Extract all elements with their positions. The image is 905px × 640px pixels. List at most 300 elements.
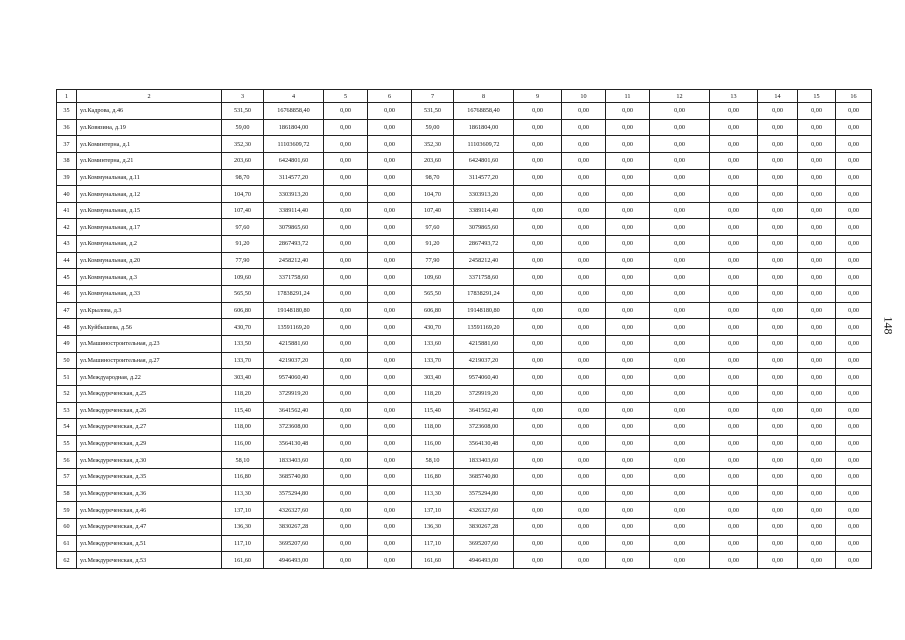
table-cell: 0,00 (836, 535, 872, 552)
table-cell: 0,00 (606, 469, 650, 486)
table-cell: 0,00 (798, 186, 836, 203)
column-number-header: 6 (368, 90, 412, 103)
table-cell: 0,00 (606, 485, 650, 502)
table-row (57, 435, 872, 452)
table-cell: 0,00 (606, 236, 650, 253)
table-cell: 0,00 (606, 419, 650, 436)
table-cell: 3389114,40 (454, 202, 514, 219)
table-row (57, 469, 872, 486)
table-cell: 0,00 (836, 485, 872, 502)
table-cell: 4946493,00 (454, 552, 514, 569)
table-cell: 3575294,80 (264, 485, 324, 502)
table-cell: 0,00 (798, 335, 836, 352)
table-cell: 0,00 (650, 352, 710, 369)
table-cell: 91,20 (222, 236, 264, 253)
table-cell: 0,00 (710, 202, 758, 219)
table-cell: 3729919,20 (264, 385, 324, 402)
table-row (57, 519, 872, 536)
table-cell: 45 (57, 269, 77, 286)
table-cell: 104,70 (412, 186, 454, 203)
table-row (57, 119, 872, 136)
table-cell: 3830267,28 (454, 519, 514, 536)
table-cell: 0,00 (710, 485, 758, 502)
table-cell: 531,50 (222, 103, 264, 120)
table-cell: 0,00 (798, 552, 836, 569)
table-cell: 0,00 (514, 152, 562, 169)
table-cell: 0,00 (368, 186, 412, 203)
table-cell: 0,00 (758, 502, 798, 519)
table-cell: 0,00 (606, 402, 650, 419)
table-cell: 4219037,20 (264, 352, 324, 369)
table-cell: 0,00 (836, 186, 872, 203)
table-cell: 0,00 (514, 269, 562, 286)
table-cell: 0,00 (836, 169, 872, 186)
table-cell: 133,50 (222, 335, 264, 352)
data-sheet (56, 89, 871, 569)
table-row (57, 252, 872, 269)
table-cell: 137,10 (222, 502, 264, 519)
table-cell: 0,00 (368, 252, 412, 269)
table-cell: 0,00 (758, 402, 798, 419)
table-cell: 133,60 (412, 335, 454, 352)
address-cell: ул.Междуреченская, д.47 (77, 519, 222, 536)
table-cell: 0,00 (368, 202, 412, 219)
table-cell: 133,70 (412, 352, 454, 369)
table-cell: 0,00 (710, 103, 758, 120)
table-cell: 0,00 (836, 319, 872, 336)
table-cell: 1861804,00 (264, 119, 324, 136)
table-cell: 0,00 (650, 519, 710, 536)
table-cell: 0,00 (562, 419, 606, 436)
address-cell: ул.Коммунальная, д.12 (77, 186, 222, 203)
table-row (57, 552, 872, 569)
register-table (56, 89, 872, 569)
table-cell: 35 (57, 103, 77, 120)
table-cell: 0,00 (836, 385, 872, 402)
table-cell: 0,00 (514, 552, 562, 569)
table-cell: 0,00 (562, 469, 606, 486)
table-cell: 0,00 (710, 469, 758, 486)
table-cell: 203,60 (412, 152, 454, 169)
table-cell: 0,00 (514, 502, 562, 519)
table-cell: 0,00 (606, 252, 650, 269)
column-number-header: 15 (798, 90, 836, 103)
address-cell: ул.Куйбышева, д.56 (77, 319, 222, 336)
column-number-header: 16 (836, 90, 872, 103)
table-cell: 0,00 (324, 452, 368, 469)
table-cell: 136,30 (222, 519, 264, 536)
table-cell: 0,00 (368, 352, 412, 369)
address-cell: ул.Крылова, д.3 (77, 302, 222, 319)
table-cell: 0,00 (606, 552, 650, 569)
table-cell: 0,00 (650, 286, 710, 303)
table-cell: 11103609,72 (454, 136, 514, 153)
table-cell: 0,00 (758, 269, 798, 286)
table-cell: 0,00 (798, 385, 836, 402)
table-cell: 0,00 (710, 302, 758, 319)
table-cell: 0,00 (324, 269, 368, 286)
table-cell: 0,00 (758, 169, 798, 186)
table-cell: 0,00 (606, 186, 650, 203)
table-cell: 0,00 (798, 219, 836, 236)
table-cell: 3564130,48 (454, 435, 514, 452)
table-cell: 0,00 (650, 269, 710, 286)
table-cell: 97,60 (412, 219, 454, 236)
table-cell: 0,00 (368, 136, 412, 153)
table-cell: 0,00 (562, 352, 606, 369)
table-cell: 0,00 (798, 202, 836, 219)
table-cell: 0,00 (798, 452, 836, 469)
column-number-header: 8 (454, 90, 514, 103)
table-cell: 2458212,40 (264, 252, 324, 269)
table-cell: 0,00 (562, 236, 606, 253)
table-cell: 56 (57, 452, 77, 469)
table-cell: 0,00 (324, 519, 368, 536)
table-cell: 0,00 (514, 535, 562, 552)
table-cell: 3695207,60 (454, 535, 514, 552)
table-cell: 0,00 (710, 419, 758, 436)
table-row (57, 419, 872, 436)
table-cell: 0,00 (650, 385, 710, 402)
table-cell: 3685740,80 (264, 469, 324, 486)
table-cell: 531,50 (412, 103, 454, 120)
table-cell: 3641562,40 (264, 402, 324, 419)
table-cell: 0,00 (710, 286, 758, 303)
table-cell: 0,00 (710, 152, 758, 169)
table-cell: 0,00 (758, 452, 798, 469)
table-cell: 0,00 (650, 169, 710, 186)
table-cell: 55 (57, 435, 77, 452)
table-cell: 38 (57, 152, 77, 169)
table-cell: 58,10 (412, 452, 454, 469)
address-cell: ул.Коминтерна, д.1 (77, 136, 222, 153)
table-cell: 118,20 (222, 385, 264, 402)
table-cell: 4326327,60 (264, 502, 324, 519)
table-cell: 0,00 (836, 519, 872, 536)
address-cell: ул.Междуародная, д.22 (77, 369, 222, 386)
table-row (57, 452, 872, 469)
table-cell: 0,00 (798, 119, 836, 136)
table-cell: 2458212,40 (454, 252, 514, 269)
table-row (57, 319, 872, 336)
table-cell: 0,00 (324, 385, 368, 402)
table-row (57, 103, 872, 120)
table-cell: 0,00 (368, 286, 412, 303)
table-cell: 97,60 (222, 219, 264, 236)
table-cell: 19148180,80 (264, 302, 324, 319)
table-cell: 0,00 (710, 535, 758, 552)
table-row (57, 352, 872, 369)
table-cell: 0,00 (324, 369, 368, 386)
table-cell: 0,00 (514, 435, 562, 452)
table-cell: 0,00 (368, 369, 412, 386)
table-cell: 3079865,60 (454, 219, 514, 236)
table-cell: 0,00 (798, 535, 836, 552)
table-cell: 0,00 (710, 352, 758, 369)
column-number-row (57, 90, 872, 103)
address-cell: ул.Коммунальная, д.11 (77, 169, 222, 186)
table-row (57, 535, 872, 552)
table-cell: 430,70 (412, 319, 454, 336)
table-cell: 0,00 (836, 502, 872, 519)
table-cell: 0,00 (606, 335, 650, 352)
table-row (57, 385, 872, 402)
table-cell: 0,00 (758, 385, 798, 402)
table-cell: 0,00 (514, 335, 562, 352)
table-cell: 0,00 (836, 335, 872, 352)
table-cell: 0,00 (562, 402, 606, 419)
table-row (57, 152, 872, 169)
table-cell: 0,00 (368, 385, 412, 402)
table-cell: 565,50 (412, 286, 454, 303)
table-cell: 0,00 (650, 435, 710, 452)
table-cell: 0,00 (324, 286, 368, 303)
table-cell: 0,00 (798, 252, 836, 269)
table-cell: 4215881,60 (454, 335, 514, 352)
table-cell: 48 (57, 319, 77, 336)
table-cell: 77,90 (412, 252, 454, 269)
table-cell: 0,00 (798, 435, 836, 452)
table-cell: 53 (57, 402, 77, 419)
table-cell: 98,70 (222, 169, 264, 186)
table-cell: 116,00 (412, 435, 454, 452)
table-cell: 0,00 (798, 502, 836, 519)
table-cell: 0,00 (836, 452, 872, 469)
table-cell: 0,00 (562, 202, 606, 219)
table-body (57, 103, 872, 569)
table-cell: 136,30 (412, 519, 454, 536)
page-number: 148 (881, 316, 896, 335)
table-cell: 0,00 (324, 136, 368, 153)
table-cell: 0,00 (798, 485, 836, 502)
table-cell: 0,00 (368, 302, 412, 319)
table-cell: 58,10 (222, 452, 264, 469)
table-cell: 430,70 (222, 319, 264, 336)
table-cell: 0,00 (606, 319, 650, 336)
table-cell: 3723608,00 (454, 419, 514, 436)
table-cell: 39 (57, 169, 77, 186)
table-cell: 0,00 (514, 136, 562, 153)
table-cell: 0,00 (324, 252, 368, 269)
table-cell: 0,00 (758, 552, 798, 569)
table-cell: 352,30 (222, 136, 264, 153)
table-cell: 0,00 (562, 319, 606, 336)
table-cell: 51 (57, 369, 77, 386)
table-cell: 52 (57, 385, 77, 402)
table-cell: 40 (57, 186, 77, 203)
table-cell: 0,00 (324, 335, 368, 352)
table-cell: 0,00 (324, 319, 368, 336)
table-cell: 0,00 (514, 302, 562, 319)
table-cell: 0,00 (606, 119, 650, 136)
table-cell: 0,00 (836, 435, 872, 452)
table-cell: 0,00 (562, 103, 606, 120)
address-cell: ул.Коммунальная, д.33 (77, 286, 222, 303)
column-number-header: 7 (412, 90, 454, 103)
table-cell: 0,00 (324, 502, 368, 519)
table-cell: 0,00 (368, 219, 412, 236)
table-cell: 3641562,40 (454, 402, 514, 419)
table-cell: 0,00 (368, 152, 412, 169)
table-cell: 0,00 (650, 119, 710, 136)
table-cell: 0,00 (710, 236, 758, 253)
table-cell: 0,00 (798, 352, 836, 369)
table-cell: 0,00 (710, 186, 758, 203)
table-cell: 3079865,60 (264, 219, 324, 236)
table-cell: 118,00 (222, 419, 264, 436)
table-cell: 0,00 (758, 435, 798, 452)
table-cell: 0,00 (514, 186, 562, 203)
table-cell: 3729919,20 (454, 385, 514, 402)
table-cell: 0,00 (324, 435, 368, 452)
table-cell: 0,00 (650, 369, 710, 386)
table-cell: 13591169,20 (454, 319, 514, 336)
table-cell: 0,00 (324, 186, 368, 203)
table-cell: 0,00 (606, 202, 650, 219)
table-cell: 303,40 (222, 369, 264, 386)
table-cell: 0,00 (514, 352, 562, 369)
column-number-header: 14 (758, 90, 798, 103)
table-row (57, 369, 872, 386)
table-row (57, 219, 872, 236)
address-cell: ул.Междуреченская, д.26 (77, 402, 222, 419)
table-cell: 0,00 (650, 219, 710, 236)
table-cell: 91,20 (412, 236, 454, 253)
table-cell: 0,00 (758, 369, 798, 386)
table-cell: 0,00 (514, 369, 562, 386)
table-cell: 0,00 (798, 236, 836, 253)
table-cell: 0,00 (758, 485, 798, 502)
table-cell: 0,00 (562, 169, 606, 186)
table-cell: 606,80 (412, 302, 454, 319)
address-cell: ул.Междуреченская, д.25 (77, 385, 222, 402)
table-cell: 0,00 (836, 269, 872, 286)
table-cell: 19148180,80 (454, 302, 514, 319)
table-cell: 0,00 (514, 103, 562, 120)
table-cell: 0,00 (562, 369, 606, 386)
table-cell: 3114577,20 (454, 169, 514, 186)
table-cell: 0,00 (514, 419, 562, 436)
table-cell: 109,60 (222, 269, 264, 286)
address-cell: ул.Коминтерна, д.21 (77, 152, 222, 169)
table-cell: 0,00 (836, 352, 872, 369)
table-cell: 0,00 (650, 186, 710, 203)
table-cell: 137,10 (412, 502, 454, 519)
table-cell: 0,00 (650, 535, 710, 552)
table-cell: 0,00 (324, 419, 368, 436)
table-cell: 0,00 (514, 219, 562, 236)
table-cell: 0,00 (798, 319, 836, 336)
table-cell: 0,00 (798, 286, 836, 303)
table-cell: 0,00 (758, 202, 798, 219)
table-cell: 0,00 (650, 402, 710, 419)
table-cell: 6424801,60 (264, 152, 324, 169)
address-cell: ул.Междуреченская, д.30 (77, 452, 222, 469)
table-cell: 0,00 (758, 152, 798, 169)
table-cell: 0,00 (758, 103, 798, 120)
column-number-header: 13 (710, 90, 758, 103)
table-cell: 0,00 (710, 519, 758, 536)
address-cell: ул.Ковязина, д.19 (77, 119, 222, 136)
column-number-header: 11 (606, 90, 650, 103)
table-cell: 0,00 (710, 385, 758, 402)
table-cell: 0,00 (514, 519, 562, 536)
table-cell: 0,00 (368, 535, 412, 552)
table-row (57, 136, 872, 153)
table-cell: 13591169,20 (264, 319, 324, 336)
address-cell: ул.Междуреченская, д.29 (77, 435, 222, 452)
table-row (57, 485, 872, 502)
table-cell: 0,00 (562, 286, 606, 303)
table-cell: 0,00 (836, 202, 872, 219)
table-cell: 0,00 (710, 552, 758, 569)
table-cell: 0,00 (836, 136, 872, 153)
table-cell: 0,00 (606, 152, 650, 169)
table-cell: 0,00 (324, 202, 368, 219)
table-cell: 0,00 (368, 236, 412, 253)
table-cell: 0,00 (324, 535, 368, 552)
table-cell: 3389114,40 (264, 202, 324, 219)
table-cell: 0,00 (650, 319, 710, 336)
table-cell: 61 (57, 535, 77, 552)
table-cell: 0,00 (514, 119, 562, 136)
table-cell: 0,00 (368, 435, 412, 452)
table-cell: 0,00 (758, 419, 798, 436)
table-cell: 43 (57, 236, 77, 253)
table-cell: 3695207,60 (264, 535, 324, 552)
table-cell: 303,40 (412, 369, 454, 386)
table-cell: 0,00 (758, 252, 798, 269)
table-cell: 47 (57, 302, 77, 319)
table-cell: 46 (57, 286, 77, 303)
column-number-header: 10 (562, 90, 606, 103)
table-row (57, 402, 872, 419)
table-cell: 3564130,48 (264, 435, 324, 452)
table-cell: 62 (57, 552, 77, 569)
table-cell: 109,60 (412, 269, 454, 286)
table-cell: 133,70 (222, 352, 264, 369)
table-cell: 0,00 (562, 252, 606, 269)
table-cell: 0,00 (798, 302, 836, 319)
table-cell: 0,00 (606, 302, 650, 319)
table-cell: 0,00 (758, 352, 798, 369)
table-cell: 0,00 (562, 435, 606, 452)
table-cell: 36 (57, 119, 77, 136)
table-cell: 0,00 (368, 452, 412, 469)
table-cell: 0,00 (606, 103, 650, 120)
table-cell: 0,00 (324, 236, 368, 253)
table-cell: 4219037,20 (454, 352, 514, 369)
table-cell: 98,70 (412, 169, 454, 186)
table-cell: 3371758,60 (264, 269, 324, 286)
table-cell: 0,00 (324, 302, 368, 319)
table-cell: 0,00 (368, 552, 412, 569)
table-cell: 0,00 (650, 335, 710, 352)
address-cell: ул.Машиностроительная, д.23 (77, 335, 222, 352)
column-number-header: 4 (264, 90, 324, 103)
table-cell: 117,10 (412, 535, 454, 552)
table-cell: 0,00 (514, 169, 562, 186)
table-cell: 4946493,00 (264, 552, 324, 569)
table-cell: 0,00 (606, 519, 650, 536)
table-cell: 58 (57, 485, 77, 502)
table-row (57, 335, 872, 352)
table-cell: 3303913,20 (454, 186, 514, 203)
table-cell: 0,00 (650, 252, 710, 269)
table-cell: 0,00 (324, 103, 368, 120)
table-row (57, 302, 872, 319)
table-cell: 0,00 (710, 136, 758, 153)
